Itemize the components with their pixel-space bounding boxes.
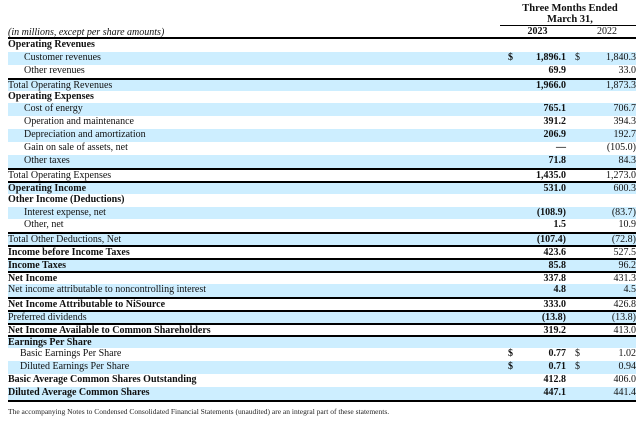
footnote: The accompanying Notes to Condensed Consolidated Financial Statements (unaudited) are an integral part of these statements.: [8, 407, 390, 416]
value-2022: 84.3: [618, 155, 636, 167]
value-2023: 85.8: [548, 260, 566, 272]
period-heading: [500, 3, 640, 25]
table-row: [8, 232, 636, 245]
value-2022: 0.94: [618, 361, 636, 373]
value-2023: 391.2: [543, 116, 566, 128]
value-2022: 10.9: [618, 219, 636, 231]
currency-symbol-2023: $: [508, 361, 513, 373]
row-label: Depreciation and amortization: [24, 129, 146, 141]
value-2023: 765.1: [543, 103, 566, 115]
table-row: [8, 361, 636, 374]
value-2022: 4.5: [623, 283, 636, 295]
table-row: [8, 284, 636, 297]
value-2022: 527.5: [613, 247, 636, 259]
column-2022: 2022: [597, 26, 617, 37]
table-row: [8, 245, 636, 258]
value-2023: 1.5: [553, 219, 566, 231]
table-row: [8, 103, 636, 116]
row-label: Income before Income Taxes: [8, 247, 130, 259]
value-2023: 1,896.1: [536, 51, 566, 63]
table-row: [8, 258, 636, 271]
row-label: Other taxes: [24, 155, 70, 167]
table-row: [8, 155, 636, 168]
table-header: [0, 0, 640, 39]
value-2022: 1,873.3: [606, 79, 636, 91]
units-note: (in millions, except per share amounts): [8, 27, 165, 38]
row-label: Operation and maintenance: [24, 116, 134, 128]
value-2023: 4.8: [553, 283, 566, 295]
currency-symbol-2022: $: [575, 348, 580, 360]
value-2022: 441.4: [613, 387, 636, 399]
value-2023: 333.0: [543, 298, 566, 310]
row-label: Total Operating Expenses: [8, 169, 112, 181]
row-label: Basic Average Common Shares Outstanding: [8, 374, 197, 386]
value-2022: (13.8): [611, 311, 636, 323]
value-2022: 96.2: [618, 260, 636, 272]
row-label: Diluted Average Common Shares: [8, 387, 150, 399]
table-row: [8, 219, 636, 232]
row-label: Total Other Deductions, Net: [8, 234, 122, 246]
row-label: Diluted Earnings Per Share: [20, 361, 130, 373]
value-2022: 706.7: [613, 103, 636, 115]
value-2022: (83.7): [611, 206, 636, 218]
table-row: [8, 116, 636, 129]
row-label: Net Income: [8, 273, 58, 285]
table-row: [8, 335, 636, 348]
value-2023: 0.71: [548, 361, 566, 373]
currency-symbol-2023: $: [508, 348, 513, 360]
value-2022: 1,840.3: [606, 51, 636, 63]
row-label: Net Income Attributable to NiSource: [8, 298, 166, 310]
currency-symbol-2022: $: [575, 361, 580, 373]
row-label: Gain on sale of assets, net: [24, 142, 128, 154]
row-label: Total Operating Revenues: [8, 79, 113, 91]
currency-symbol-2022: $: [575, 51, 580, 63]
table-row: [8, 297, 636, 310]
table-row: [8, 271, 636, 284]
row-label: Earnings Per Share: [8, 337, 92, 349]
value-2023: 1,435.0: [536, 169, 566, 181]
table-row: [8, 207, 636, 220]
value-2022: 1,273.0: [606, 169, 636, 181]
value-2023: (108.9): [536, 206, 566, 218]
row-label: Preferred dividends: [8, 311, 87, 323]
table-row: [8, 348, 636, 361]
row-label: Basic Earnings Per Share: [20, 348, 122, 360]
value-2022: (72.8): [611, 234, 636, 246]
row-label: Net Income Available to Common Shareholders: [8, 324, 211, 336]
value-2022: 413.0: [613, 324, 636, 336]
value-2022: 426.8: [613, 298, 636, 310]
row-label: Operating Revenues: [8, 39, 95, 50]
table-row: [8, 310, 636, 323]
table-row: [8, 374, 636, 387]
income-statement-table: [8, 39, 636, 400]
value-2022: 33.0: [618, 64, 636, 76]
value-2023: 71.8: [548, 155, 566, 167]
value-2022: (105.0): [606, 142, 636, 154]
value-2023: (13.8): [541, 311, 566, 323]
row-label: Other Income (Deductions): [8, 193, 125, 205]
value-2022: 192.7: [613, 129, 636, 141]
row-label: Customer revenues: [24, 51, 101, 63]
value-2023: 337.8: [543, 273, 566, 285]
currency-symbol-2023: $: [508, 51, 513, 63]
period-line-1: Three Months Ended: [522, 3, 618, 14]
value-2023: —: [556, 142, 566, 154]
table-row: [8, 168, 636, 181]
table-row: [8, 78, 636, 91]
row-label: Net income attributable to noncontrolling interest: [8, 283, 207, 295]
table-row: [8, 52, 636, 65]
value-2023: (107.4): [536, 234, 566, 246]
value-2023: 206.9: [543, 129, 566, 141]
column-2023: 2023: [527, 26, 548, 37]
value-2023: 319.2: [543, 324, 566, 336]
row-label: Interest expense, net: [24, 206, 106, 218]
row-label: Other revenues: [24, 64, 85, 76]
value-2022: 394.3: [613, 116, 636, 128]
value-2022: 406.0: [613, 374, 636, 386]
value-2022: 1.02: [618, 348, 636, 360]
row-label: Cost of energy: [24, 103, 83, 115]
value-2023: 69.9: [548, 64, 566, 76]
table-row: [8, 39, 636, 52]
row-label: Other, net: [24, 219, 64, 231]
table-row: [8, 194, 636, 207]
table-row: [8, 65, 636, 78]
value-2023: 531.0: [543, 182, 566, 194]
row-label: Income Taxes: [8, 260, 67, 272]
value-2022: 600.3: [613, 182, 636, 194]
row-label: Operating Expenses: [8, 90, 94, 102]
table-row: [8, 142, 636, 155]
table-bottom-rule: [8, 400, 636, 402]
value-2023: 447.1: [543, 387, 566, 399]
value-2023: 423.6: [543, 247, 566, 259]
period-line-2: March 31,: [547, 14, 593, 25]
row-label: Operating Income: [8, 182, 87, 194]
table-row: [8, 181, 636, 194]
table-row: [8, 387, 636, 400]
value-2023: 412.8: [543, 374, 566, 386]
value-2023: 0.77: [548, 348, 566, 360]
table-row: [8, 323, 636, 336]
value-2023: 1,966.0: [536, 79, 566, 91]
table-row: [8, 91, 636, 104]
table-row: [8, 129, 636, 142]
value-2022: 431.3: [613, 273, 636, 285]
